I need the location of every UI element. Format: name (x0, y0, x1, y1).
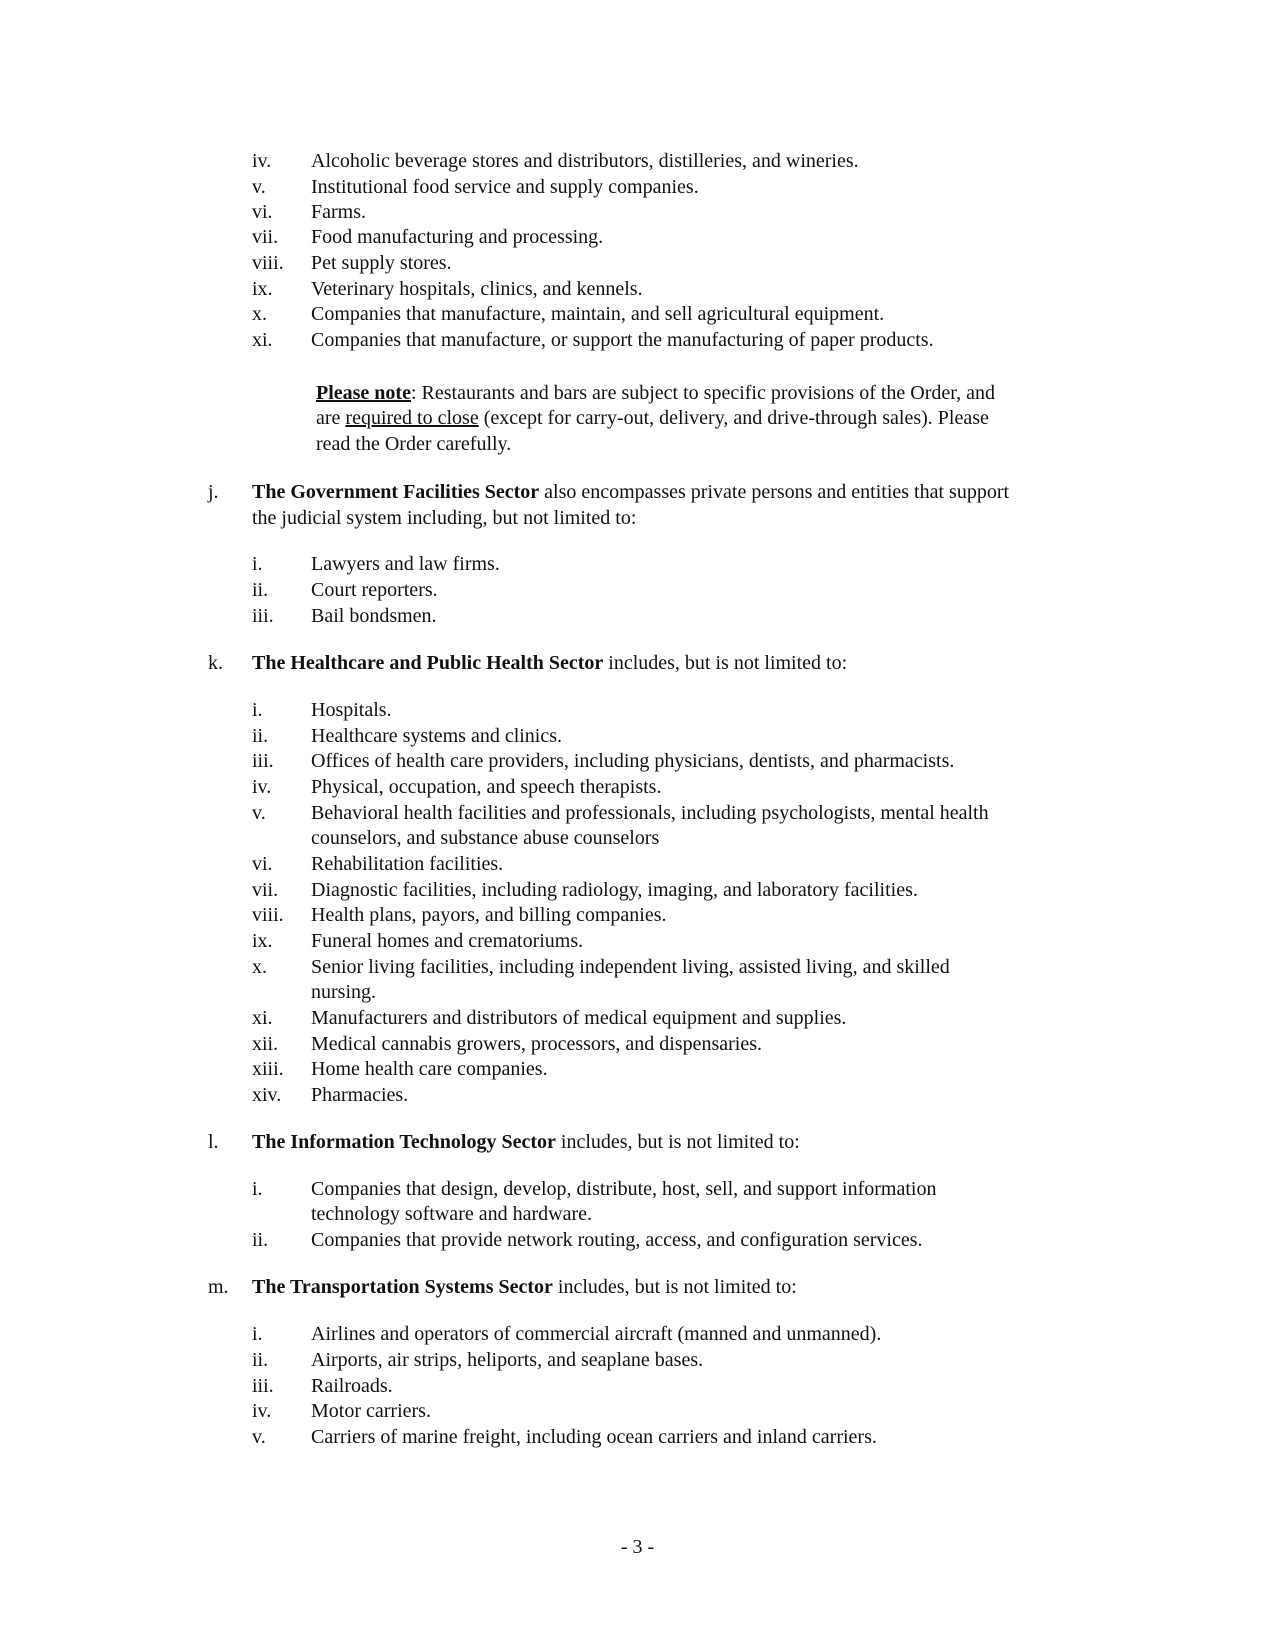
note-label: Please note (316, 382, 411, 404)
section-letter: l. (208, 1131, 219, 1153)
list-item-number: i. (252, 699, 263, 721)
list-item-text: Hospitals. (311, 699, 392, 721)
list-item-number: ii. (252, 579, 269, 601)
list-item-number: ix. (252, 278, 273, 300)
list-item-text: Senior living facilities, including independent living, assisted living, and skilled (311, 956, 950, 978)
section-intro (252, 1274, 797, 1300)
list-item-text: Lawyers and law firms. (311, 553, 500, 575)
list-item-number: viii. (252, 904, 284, 926)
list-item-number: xi. (252, 1007, 273, 1029)
section-intro (252, 650, 847, 676)
list-item-number: xi. (252, 329, 273, 351)
list-item-number: iv. (252, 1400, 272, 1422)
list-item-text: Home health care companies. (311, 1058, 548, 1080)
section-title: The Healthcare and Public Health Sector (252, 652, 604, 674)
note-text: : Restaurants and bars are subject to specific provisions of the Order, and (410, 382, 996, 404)
section-intro-cont: the judicial system including, but not limited to: (252, 507, 637, 529)
list-item-text: Bail bondsmen. (311, 605, 437, 627)
list-item-text: Rehabilitation facilities. (311, 853, 504, 875)
list-item-text: Food manufacturing and processing. (311, 226, 604, 248)
list-item-number: iii. (252, 750, 274, 772)
section-intro-text: also encompasses private persons and entities that support (539, 481, 1010, 503)
list-item-text: Farms. (311, 201, 366, 223)
section-letter: m. (208, 1276, 229, 1298)
section-intro-text: includes, but is not limited to: (552, 1276, 797, 1298)
list-item-text: Pet supply stores. (311, 252, 452, 274)
note-text: are (316, 407, 346, 429)
list-item-text: Diagnostic facilities, including radiology, imaging, and laboratory facilities. (311, 879, 918, 901)
list-item-number: iii. (252, 605, 274, 627)
list-item-text: Behavioral health facilities and professionals, including psychologists, mental health (311, 802, 989, 824)
list-item-text: Court reporters. (311, 579, 438, 601)
list-item-number: v. (252, 1426, 266, 1448)
section-letter: j. (208, 481, 219, 503)
list-item-text: Offices of health care providers, including physicians, dentists, and pharmacists. (311, 750, 955, 772)
list-item-number: xiii. (252, 1058, 284, 1080)
list-item-text: Railroads. (311, 1375, 393, 1397)
section-intro-text: includes, but is not limited to: (555, 1131, 800, 1153)
list-item-number: ix. (252, 930, 273, 952)
list-item-text: Healthcare systems and clinics. (311, 725, 563, 747)
list-item-text: Motor carriers. (311, 1400, 431, 1422)
list-item-number: vi. (252, 201, 273, 223)
note-emphasis: required to close (345, 407, 479, 429)
section-intro (252, 1129, 800, 1155)
section-title: The Information Technology Sector (252, 1131, 556, 1153)
list-item-text: Pharmacies. (311, 1084, 409, 1106)
list-item-text: Companies that design, develop, distribute, host, sell, and support information (311, 1178, 937, 1200)
list-item-text: Health plans, payors, and billing companies. (311, 904, 667, 926)
list-item-text: Airports, air strips, heliports, and seaplane bases. (311, 1349, 704, 1371)
note-line-2 (316, 405, 989, 431)
section-intro (252, 479, 1009, 505)
note-line-3: read the Order carefully. (316, 433, 512, 455)
list-item-text-cont: nursing. (311, 981, 376, 1003)
section-intro-text: includes, but is not limited to: (603, 652, 848, 674)
list-item-number: ii. (252, 725, 269, 747)
list-item-text-cont: counselors, and substance abuse counselors (311, 827, 660, 849)
section-letter: k. (208, 652, 223, 674)
list-item-number: iii. (252, 1375, 274, 1397)
note-line-1 (316, 380, 995, 406)
list-item-text: Veterinary hospitals, clinics, and kennels. (311, 278, 643, 300)
list-item-number: i. (252, 1178, 263, 1200)
list-item-number: viii. (252, 252, 284, 274)
list-item-text: Airlines and operators of commercial aircraft (manned and unmanned). (311, 1323, 882, 1345)
list-item-number: i. (252, 1323, 263, 1345)
page-number: - 3 - (620, 1536, 655, 1558)
list-item-number: iv. (252, 776, 272, 798)
list-item-text: Carriers of marine freight, including ocean carriers and inland carriers. (311, 1426, 877, 1448)
note-text: (except for carry-out, delivery, and drive-through sales). Please (478, 407, 989, 429)
list-item-text: Funeral homes and crematoriums. (311, 930, 584, 952)
list-item-text: Alcoholic beverage stores and distributors, distilleries, and wineries. (311, 150, 859, 172)
list-item-number: vi. (252, 853, 273, 875)
list-item-number: iv. (252, 150, 272, 172)
list-item-number: x. (252, 303, 267, 325)
section-title: The Transportation Systems Sector (252, 1276, 553, 1298)
list-item-number: vii. (252, 879, 279, 901)
list-item-number: ii. (252, 1349, 269, 1371)
list-item-text: Companies that manufacture, maintain, and sell agricultural equipment. (311, 303, 885, 325)
section-title: The Government Facilities Sector (252, 481, 540, 503)
list-item-text: Institutional food service and supply companies. (311, 176, 699, 198)
list-item-text: Companies that manufacture, or support the manufacturing of paper products. (311, 329, 934, 351)
list-item-number: ii. (252, 1229, 269, 1251)
list-item-number: xii. (252, 1033, 279, 1055)
list-item-text-cont: technology software and hardware. (311, 1203, 592, 1225)
list-item-number: v. (252, 176, 266, 198)
list-item-number: vii. (252, 226, 279, 248)
list-item-number: v. (252, 802, 266, 824)
list-item-text: Companies that provide network routing, access, and configuration services. (311, 1229, 923, 1251)
list-item-number: i. (252, 553, 263, 575)
list-item-number: x. (252, 956, 267, 978)
list-item-number: xiv. (252, 1084, 282, 1106)
list-item-text: Manufacturers and distributors of medical equipment and supplies. (311, 1007, 847, 1029)
list-item-text: Medical cannabis growers, processors, and dispensaries. (311, 1033, 762, 1055)
list-item-text: Physical, occupation, and speech therapists. (311, 776, 662, 798)
